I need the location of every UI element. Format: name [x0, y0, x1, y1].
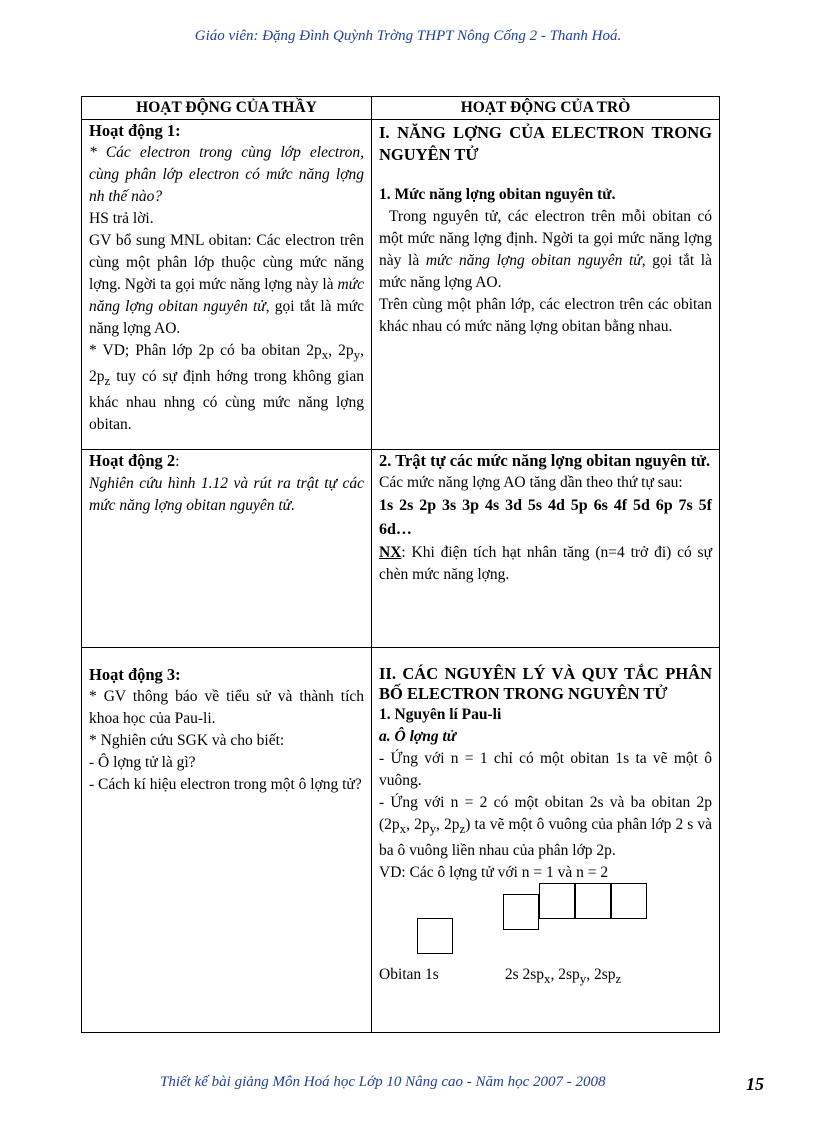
activity-2-title: Hoạt động 2 — [89, 451, 176, 470]
table-row — [82, 450, 720, 648]
activity-1-example-a: * VD; Phân lớp 2p có ba obitan 2p — [89, 342, 322, 359]
table-row — [82, 648, 720, 1033]
pauli-title: 1. Nguyên lí Pau-li — [379, 706, 502, 723]
activity-1-title: Hoạt động 1: — [89, 121, 181, 140]
sub-z: z — [615, 971, 622, 987]
page-number: 15 — [746, 1074, 764, 1094]
activity-3-line-4: - Cách kí hiệu electron trong một ô lợng tử? — [89, 776, 362, 793]
quantum-cell-line-1: - Ứng với n = 1 chỉ có một obitan 1s ta vẽ một ô vuông. — [379, 750, 712, 789]
lesson-table — [81, 96, 720, 1033]
subsection-1-title: 1. Mức năng lợng obitan nguyên tử. — [379, 186, 616, 203]
page-footer: Thiết kế bài giảng Môn Hoá học Lớp 10 Nâng cao - Năm học 2007 - 2008 — [160, 1074, 606, 1090]
caption-2s: 2s 2sp — [504, 966, 545, 984]
orbital-box-2px — [539, 883, 575, 919]
sub-x: x — [321, 347, 329, 363]
subsection-1-para-1 — [379, 206, 712, 294]
orbital-captions — [379, 964, 712, 990]
caption-1s: Obitan 1s — [379, 966, 439, 984]
sub-y: y — [579, 971, 587, 987]
comma: , — [328, 342, 339, 359]
activity-2-text: Nghiên cứu hình 1.12 và rút ra trật tự các mức năng lợng obitan nguyên tử. — [89, 475, 364, 514]
subsection-2-note — [379, 542, 712, 586]
subsection-2-title: 2. Trật tự các mức năng lợng obitan nguyên tử. — [379, 451, 711, 470]
orbital-box-1s — [417, 918, 453, 954]
sub-y: y — [429, 821, 437, 837]
note-label: NX — [379, 544, 402, 561]
sub-x: x — [399, 821, 407, 837]
subsection-2-para: Các mức năng lợng AO tăng dần theo thứ tự sau: — [379, 474, 683, 491]
page-header: Giáo viên: Đặng Đình Quỳnh Trờng THPT Nông Cống 2 - Thanh Hoá. — [194, 28, 622, 44]
quantum-cell-line-2a: - Ứng với n = 2 có một obitan 2s và ba obitan 2p (2p — [379, 794, 712, 833]
orbital-box-2pz — [611, 883, 647, 919]
student-cell-1 — [372, 120, 720, 450]
comma: , — [360, 342, 364, 359]
subsection-1-text-b: , gọi tắt là mức năng lợng AO. — [379, 252, 712, 291]
table-header-row — [82, 97, 720, 120]
student-cell-3 — [372, 648, 720, 1033]
student-cell-2 — [372, 450, 720, 648]
sub-z: z — [459, 821, 466, 837]
orbital-box-2py — [575, 883, 611, 919]
activity-2-colon: : — [175, 453, 180, 470]
note-text: : Khi điện tích hạt nhân tăng (n=4 trở đi) có sự chèn mức năng lợng. — [379, 544, 712, 583]
quantum-cell-line-2: - Ứng với n = 2 có một obitan 2s và ba obitan 2p ($2p_x$, $2p_y$, $2p_z$) ta vẽ một ô vuông của phân lớp 2 s và ba ô vuông liền nhau của phân lớp 2p. — [379, 794, 713, 860]
activity-3-line-1: * GV thông báo về tiểu sử và thành tích khoa học của Pau-li. — [89, 688, 364, 727]
orbital-box-diagram — [379, 884, 712, 952]
activity-1-term: mức năng lợng obitan nguyên tử — [89, 276, 364, 315]
sub-x: x — [544, 971, 551, 987]
orbital-box-2s — [503, 894, 539, 930]
activity-1-example-b: tuy có sự định hớng trong không gian khác nhau nhng có cùng mức năng lợng obitan. — [89, 368, 364, 434]
sub-y: y — [353, 347, 361, 363]
activity-1-gv — [89, 230, 364, 340]
col-header-teacher: HOẠT ĐỘNG CỦA THẦY — [82, 97, 372, 120]
caption-2s-c: , 2sp — [586, 966, 616, 984]
teacher-cell-3 — [82, 648, 372, 1033]
activity-1-gv-end: , gọi tắt là mức năng lợng AO. — [89, 298, 364, 337]
quantum-cell-title: a. Ô lợng tử — [379, 728, 457, 745]
subsection-1-text-a: Trong nguyên tử, các electron trên mỗi obitan có một mức năng lợng định. Ngời ta gọi mức năng lợng này là — [379, 208, 712, 269]
sub-z: z — [104, 373, 111, 389]
activity-1-question: * Các electron trong cùng lớp electron, cùng phân lớp electron có mức năng lợng nh thế nào? — [89, 144, 364, 205]
subsection-1-term: mức năng lợng obitan nguyên tử — [425, 252, 642, 269]
activity-3-line-3: - Ô lợng tử là gì? — [89, 754, 196, 771]
section-2-title: II. CÁC NGUYÊN LÝ VÀ QUY TẮC PHÂN BỐ ELECTRON TRONG NGUYÊN TỬ — [379, 664, 712, 703]
teacher-cell-1 — [82, 120, 372, 450]
activity-2-title-line — [89, 450, 364, 473]
caption-2s-b: , 2sp — [550, 966, 580, 984]
quantum-cell-line-2b: ) ta vẽ một ô vuông của phân lớp 2 s và ba ô vuông liền nhau của phân lớp 2p. — [379, 816, 713, 860]
activity-1-hs: HS trả lời. — [89, 210, 154, 227]
activity-3-title: Hoạt động 3: — [89, 665, 181, 684]
activity-1-example: * VD; Phân lớp 2p có ba obitan $2p_x$, $2p_y$, $2p_z$ tuy có sự định hớng trong không gian khác nhau nhng có cùng mức năng lợng obitan. — [89, 342, 364, 434]
teacher-cell-2 — [82, 450, 372, 648]
activity-3-line-2: * Nghiên cứu SGK và cho biết: — [89, 732, 285, 749]
table-row — [82, 120, 720, 450]
energy-order-sequence: 1s 2s 2p 3s 3p 4s 3d 5s 4d 5p 6s 4f 5d 6p 7s 5f 6d… — [379, 497, 712, 538]
section-1-title: I. NĂNG LỢNG CỦA ELECTRON TRONG NGUYÊN TỬ — [379, 123, 712, 164]
col-header-student: HOẠT ĐỘNG CỦA TRÒ — [372, 97, 720, 120]
quantum-cell-example: VD: Các ô lợng tử với n = 1 và n = 2 — [379, 864, 609, 882]
activity-1-gv-text: GV bổ sung MNL obitan: Các electron trên cùng một phân lớp thuộc cùng mức năng lợng. Ngời ta gọi mức năng lợng này là — [89, 232, 364, 293]
subsection-1-para-2: Trên cùng một phân lớp, các electron trên các obitan khác nhau có mức năng lợng obitan bằng nhau. — [379, 296, 712, 335]
